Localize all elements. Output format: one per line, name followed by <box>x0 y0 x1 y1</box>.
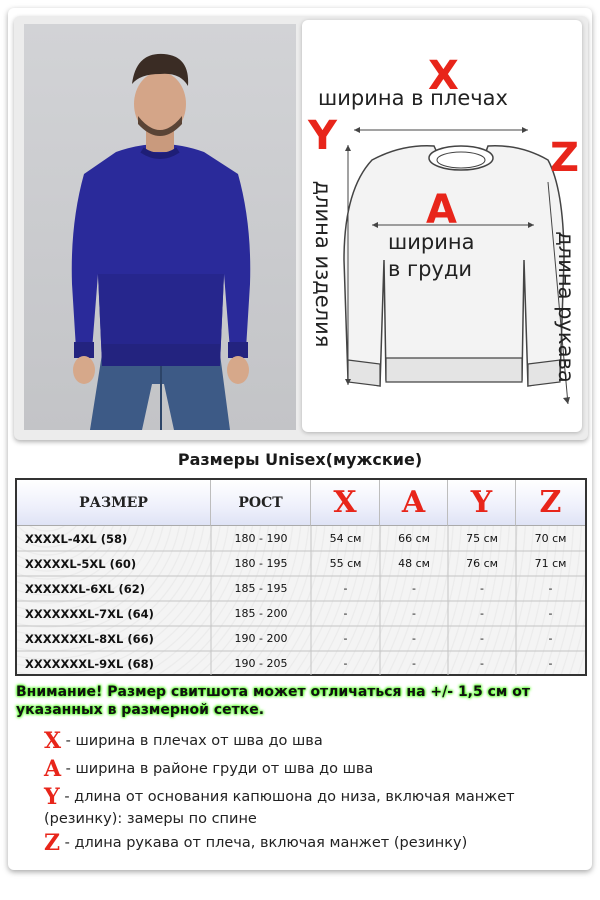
table-row-a: - <box>412 607 416 620</box>
table-row-a: - <box>412 582 416 595</box>
x-label: ширина в плечах <box>318 86 508 110</box>
table-row-x: 54 см <box>329 532 362 545</box>
x-letter: X <box>428 53 459 99</box>
table-row-size: XXXXXXXL-9XL (68) <box>25 656 154 671</box>
legend-letter-z: Z <box>44 830 61 856</box>
legend-letter-y: Y <box>44 784 60 810</box>
legend-text-y: - длина от основания капюшона до низа, включая манжет (резинку): замеры по спине <box>44 789 515 827</box>
table-row-height: 185 - 195 <box>234 582 288 595</box>
table-row-x: 55 см <box>329 557 362 570</box>
table-row-z: - <box>548 607 553 620</box>
y-label: длина изделия <box>311 180 335 348</box>
legend-letter-x: X <box>44 728 62 754</box>
table-row-x: - <box>343 607 348 620</box>
table-row-y: - <box>480 582 484 595</box>
measurement-diagram <box>302 20 582 432</box>
table-row-a: - <box>412 632 416 645</box>
table-row-height: 190 - 200 <box>234 632 288 645</box>
a-label-line1: ширина <box>388 230 475 254</box>
table-row-a: 66 см <box>398 532 430 545</box>
legend-item-y <box>44 786 564 830</box>
table-row-height: 180 - 195 <box>234 557 288 570</box>
y-letter: Y <box>308 113 337 159</box>
legend-text-x: - ширина в плечах от шва до шва <box>61 733 323 749</box>
size-warning: Внимание! Размер свитшота может отличаться на +/- 1,5 см от указанных в размерной сетке. <box>16 684 530 718</box>
table-row-z: - <box>548 632 553 645</box>
legend-text-a: - ширина в районе груди от шва до шва <box>61 761 374 777</box>
a-letter: A <box>426 187 457 233</box>
size-chart-title: Размеры Unisex(мужские) <box>177 450 423 469</box>
table-row-height: 190 - 205 <box>234 657 288 670</box>
legend-text-z: - длина рукава от плеча, включая манжет (резинку) <box>60 835 468 851</box>
table-row-x: - <box>343 632 348 645</box>
table-row-size: XXXXXXXL-7XL (64) <box>25 606 154 621</box>
legend-item-x <box>44 730 564 752</box>
table-row-y: - <box>480 632 484 645</box>
header-x: X <box>311 480 380 526</box>
header-height: РОСТ <box>211 480 311 526</box>
z-letter: Z <box>550 135 580 181</box>
table-row-height: 180 - 190 <box>234 532 288 545</box>
table-row-a: - <box>412 657 416 670</box>
table-row-a: 48 см <box>398 557 430 570</box>
table-row-size: XXXXXXL-6XL (62) <box>25 581 146 596</box>
table-row-size: XXXXXL-5XL (60) <box>25 556 137 571</box>
table-row-y: - <box>480 607 484 620</box>
table-row-y: 75 см <box>466 532 498 545</box>
legend-letter-a: A <box>44 756 62 782</box>
model-photo <box>24 24 296 430</box>
header-size: РАЗМЕР <box>17 480 211 526</box>
z-label: длина рукава <box>554 231 578 383</box>
table-row-y: 76 см <box>466 557 498 570</box>
table-row-z: - <box>548 582 553 595</box>
table-row-z: 70 см <box>534 532 567 545</box>
header-y: Y <box>448 480 516 526</box>
table-row-height: 185 - 200 <box>234 607 288 620</box>
table-row-z: 71 см <box>534 557 567 570</box>
header-a: A <box>380 480 448 526</box>
table-row-size: XXXXXXXL-8XL (66) <box>25 631 154 646</box>
table-row-size: XXXXL-4XL (58) <box>25 531 128 546</box>
header-z: Z <box>516 480 585 526</box>
table-row-x: - <box>343 657 348 670</box>
table-row-y: - <box>480 657 484 670</box>
model-illustration <box>24 24 296 430</box>
a-label-line2: в груди <box>388 257 473 281</box>
table-row-z: - <box>548 657 553 670</box>
legend-item-a <box>44 758 564 780</box>
table-row-x: - <box>343 582 348 595</box>
legend-item-z <box>44 832 564 854</box>
